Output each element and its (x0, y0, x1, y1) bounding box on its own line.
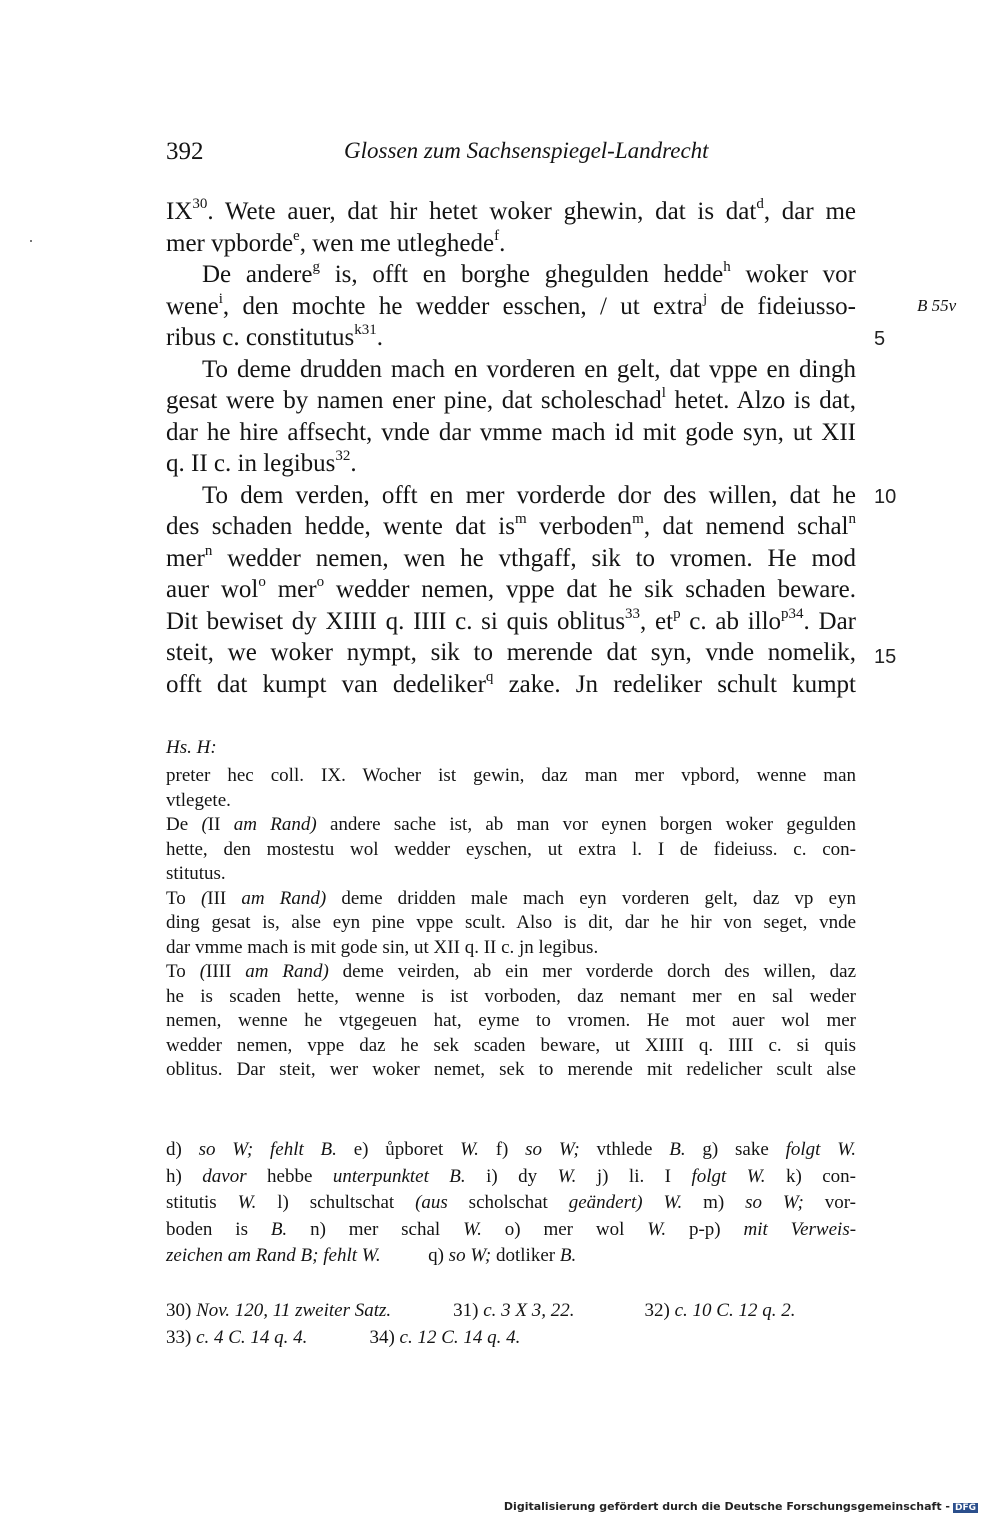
critical-apparatus (166, 1137, 856, 1270)
dfg-logo: DFG (954, 1503, 976, 1513)
variant-line: ding gesat is, alse eyn pine vppe scult. Also is dit, dar he hir von seget, vnde (166, 912, 856, 933)
main-text (166, 196, 856, 700)
text-line: mer vpborde$^e$, wen me utleghede$^f$. (166, 227, 506, 257)
line-number: 5 (874, 328, 886, 350)
apparatus-line: zeichen am Rand B; fehlt W. q) so W; dotliker B. (166, 1245, 577, 1266)
variant-line: To (III am Rand) deme dridden male mach eyn vorderen gelt, daz vp eyn (166, 887, 857, 909)
text-line: wene$^i$, den mochte he wedder esschen, / ut extra$^j$ de fideiusso- (166, 290, 856, 320)
variant-line: nemen, wenne he vtgegeuen hat, eyme to vromen. He mot auer wol mer (166, 1010, 856, 1031)
variant-line: stitutus. (166, 863, 226, 884)
text-line: q. II c. in legibus$^{32}$. (166, 447, 357, 477)
variant-line: oblitus. Dar steit, wer woker nemet, sek to merende mit redelicher scult alse (166, 1059, 856, 1080)
folio-marker: B 55v (917, 296, 957, 315)
footnote-line: 33) c. 4 C. 14 q. 4. 34) c. 12 C. 14 q. 4. (166, 1326, 521, 1348)
text-line: IX$^{30}$. Wete auer, dat hir hetet woker ghewin, dat is dat$^d$, dar me (166, 195, 856, 225)
text-line: offt dat kumpt van dedeliker$^q$ zake. Jn redeliker schult kumpt (166, 668, 856, 698)
line-number: 10 (874, 486, 897, 508)
apparatus-line: h) davor hebbe unterpunktet B. i) dy W. j) li. I folgt W. k) con- (166, 1165, 857, 1187)
variant-line: hette, den mostestu wol wedder eyschen, ut extra l. I de fideiuss. c. con- (166, 838, 856, 860)
source-footnotes (166, 1298, 856, 1351)
text-line: dar he hire affsecht, vnde dar vmme mach id mit gode syn, ut XII (166, 418, 856, 446)
apparatus-line: stitutis W. l) schultschat (aus scholschat geändert) W. m) so W; vor- (166, 1192, 856, 1213)
line-number: 15 (874, 646, 897, 668)
text-line: Dit bewiset dy XIIII q. IIII c. si quis oblitus$^{33}$, $et^p$ c. ab illo$^{p34}$. Dar (166, 605, 856, 635)
text-line: ribus c. constitutus$^{k31}$. (166, 321, 383, 351)
variant-line: preter hec coll. IX. Wocher ist gewin, daz man mer vpbord, wenne man (166, 765, 857, 786)
running-title: Glossen zum Sachsenspiegel-Landrecht (344, 138, 709, 163)
digitization-credit: Digitalisierung gefördert durch die Deutsche Forschungsgemeinschaft - DFG (503, 1500, 976, 1513)
text-line: To dem verden, offt en mer vorderde dor des willen, dat he (202, 481, 856, 509)
apparatus-line: d) so W; fehlt B. e) ůpboret W. f) so W; vthlede B. g) sake folgt W. (166, 1139, 857, 1160)
text-line: To deme drudden mach en vorderen en gelt, dat vppe en dingh (202, 355, 856, 383)
variant-line: To (IIII am Rand) deme veirden, ab ein mer vorderde dorch des willen, daz (166, 961, 857, 982)
variant-label: Hs. H: (166, 737, 217, 758)
manuscript-h-variant (166, 736, 856, 1083)
variant-line: he is scaden hette, wenne is ist vorboden, daz nemant mer en sal weder (166, 985, 856, 1007)
text-line: mer$^n$ wedder nemen, wen he vthgaff, sik to vromen. He mod (166, 542, 856, 572)
variant-line: De (II am Rand) andere sache ist, ab man vor eynen borgen woker gegulden (166, 814, 857, 835)
text-line: gesat were by namen ener pine, dat scholeschad$^l$ hetet. Alzo is dat, (166, 384, 856, 414)
scan-speck (30, 240, 32, 242)
variant-line: dar vmme mach is mit gode sin, ut XII q. II c. jn legibus. (166, 936, 599, 958)
running-header (166, 138, 856, 172)
variant-line: vtlegete. (166, 789, 231, 811)
apparatus-line: boden is B. n) mer schal W. o) mer wol W. p-p) mit Verweis- (166, 1218, 857, 1240)
text-line: auer wol$^o$ mer$^o$ wedder nemen, vppe dat he sik schaden beware. (166, 573, 856, 603)
text-line: steit, we woker nympt, sik to merende dat syn, vnde nomelik, (166, 639, 856, 666)
text-line: De andere$^g$ is, offt en borghe ghegulden hedde$^h$ woker vor (202, 258, 857, 288)
variant-line: wedder nemen, vppe daz he sek scaden beware, ut XIIII q. IIII c. si quis (166, 1034, 856, 1056)
text-line: des schaden hedde, wente dat $is^m$ verboden$^m$, dat nemend schal$^n$ (166, 510, 856, 540)
footnote-line: 30) Nov. 120, 11 zweiter Satz. 31) c. 3 X 3, 22. 32) c. 10 C. 12 q. 2. (166, 1300, 796, 1321)
page-number: 392 (166, 138, 204, 165)
